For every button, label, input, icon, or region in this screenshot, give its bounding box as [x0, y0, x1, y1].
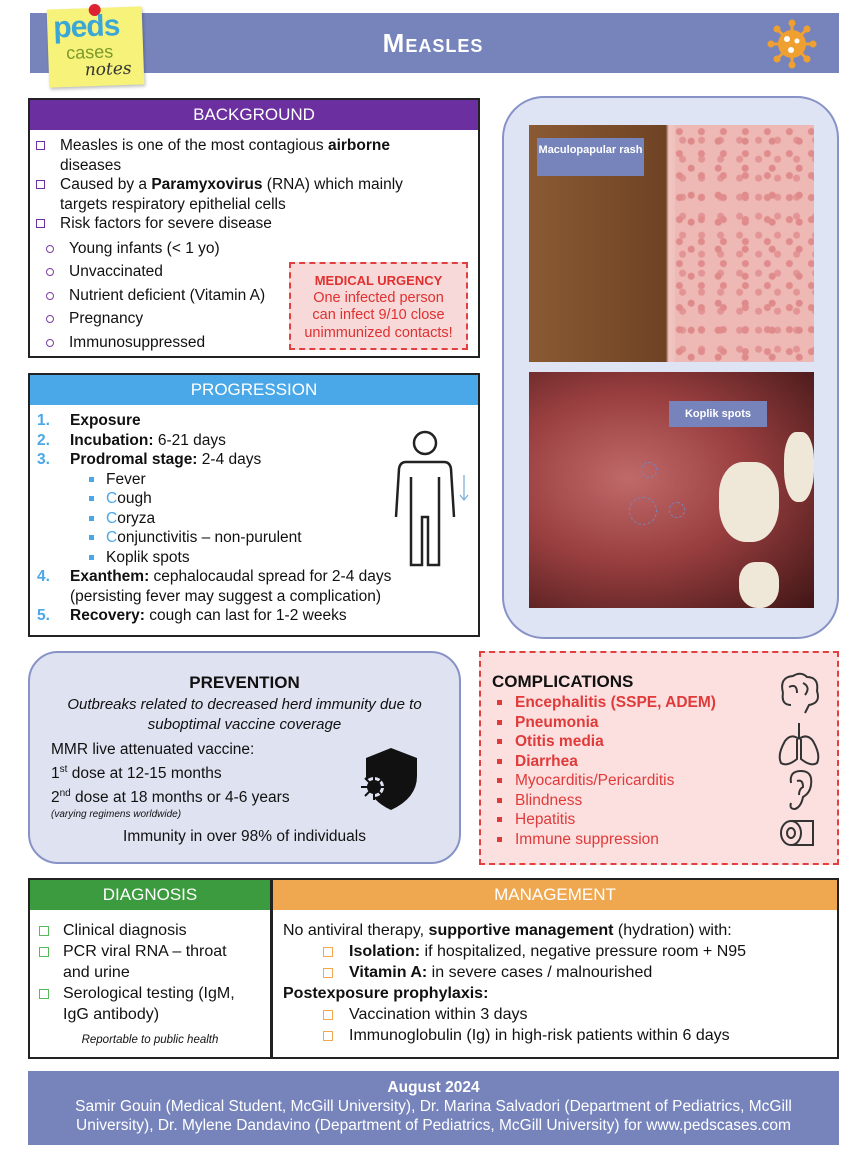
list-item: Otitis media [481, 732, 781, 752]
urgency-title: MEDICAL URGENCY [314, 273, 443, 288]
symptom-item: Fever [30, 470, 478, 490]
tooth [784, 432, 814, 502]
management-content [283, 920, 833, 1046]
ear-icon [791, 771, 812, 809]
background-heading: BACKGROUND [30, 100, 478, 130]
list-item: Caused by a Paramyxovirus (RNA) which mainly targets respiratory epithelial cells [30, 175, 478, 214]
prevention-title: PREVENTION [189, 673, 300, 692]
footer-credits-2: University), Dr. Mylene Dandavino (Department of Pediatrics, McGill University) for www.pedscases.com [76, 1117, 791, 1134]
diagnosis-list [30, 920, 270, 1025]
list-item: Isolation: if hospitalized, negative pressure room + N95 [283, 941, 833, 962]
list-item: Pneumonia [481, 713, 781, 733]
pedscases-logo [47, 6, 145, 87]
list-item: Young infants (< 1 yo) [30, 237, 478, 261]
symptom-item: Koplik spots [30, 548, 478, 568]
list-item: Vitamin A: in severe cases / malnourished [283, 962, 833, 983]
koplik-spot-marker [629, 497, 657, 525]
reportable-note: Reportable to public health [81, 1034, 219, 1046]
person-icon [392, 429, 470, 569]
brain-icon [782, 674, 818, 713]
list-item: 1. Exposure [37, 412, 141, 429]
pep-title: Postexposure prophylaxis: [283, 985, 489, 1002]
list-item: 4. Exanthem: cephalocaudal spread for 2-4 days (persisting fever may suggest a complication) [37, 568, 392, 605]
immunity-text: Immunity in over 98% of individuals [123, 828, 366, 845]
logo-notes: notes [84, 58, 132, 81]
management-section [271, 878, 839, 1059]
complications-title: COMPLICATIONS [492, 672, 634, 691]
diagnosis-heading: DIAGNOSIS [30, 880, 270, 910]
medical-urgency-callout: MEDICAL URGENCY One infected person can infect 9/10 close unimmunized contacts! [289, 262, 468, 350]
lungs-icon [780, 723, 819, 764]
footer-date: August 2024 [387, 1079, 480, 1096]
list-item: Immunoglobulin (Ig) in high-risk patients within 6 days [283, 1025, 833, 1046]
logo-cases: cases [65, 41, 114, 64]
management-heading: MANAGEMENT [273, 880, 837, 910]
list-item: Immune suppression [481, 830, 781, 850]
rash-label: Maculopapular rash [537, 138, 644, 176]
symptom-item: Coryza [30, 509, 478, 529]
koplik-spot-marker [669, 502, 685, 518]
list-item: Immunosuppressed [30, 331, 478, 355]
koplik-spot-marker [641, 462, 657, 478]
organ-icons [775, 671, 823, 851]
list-item: Vaccination within 3 days [283, 1004, 833, 1025]
list-item: Unvaccinated [30, 260, 478, 284]
complications-list [481, 693, 781, 849]
list-item: Risk factors for severe disease [30, 214, 478, 234]
diagnosis-section [28, 878, 272, 1059]
list-item: Nutrient deficient (Vitamin A) [30, 284, 478, 308]
toilet-paper-icon [781, 821, 801, 845]
list-item: 5. Recovery: cough can last for 1-2 weeks [37, 607, 347, 624]
page-title: Measles [382, 28, 484, 58]
management-intro: No antiviral therapy, supportive management (hydration) with: [283, 922, 732, 939]
list-item: Hepatitis [481, 810, 781, 830]
tooth [739, 562, 779, 608]
vaccine-info: MMR live attenuated vaccine: 1st dose at 12-15 months 2nd dose at 18 months or 4-6 years (varying regimens worldwide) [51, 741, 290, 821]
progression-section [28, 373, 480, 637]
list-item: Encephalitis (SSPE, ADEM) [481, 693, 781, 713]
list-item: Blindness [481, 791, 781, 811]
logo-peds: peds [52, 9, 120, 45]
rash-skin-detail [675, 125, 814, 362]
symptom-item: Conjunctivitis – non-purulent [30, 528, 478, 548]
virus-icon [766, 19, 818, 69]
list-item: Serological testing (IgM, IgG antibody) [30, 983, 270, 1025]
list-item: Measles is one of the most contagious airborne diseases [30, 136, 478, 175]
progression-heading: PROGRESSION [30, 375, 478, 405]
tooth [719, 462, 779, 542]
list-item: Diarrhea [481, 752, 781, 772]
list-item: Myocarditis/Pericarditis [481, 771, 781, 791]
regimen-note: (varying regimens worldwide) [51, 809, 182, 821]
prevention-subtitle: Outbreaks related to decreased herd immunity due to suboptimal vaccine coverage [67, 696, 422, 733]
list-item: 3. Prodromal stage: 2-4 days [37, 451, 262, 468]
vaccine-shield-icon [357, 746, 419, 812]
prevention-section [28, 651, 461, 864]
complications-section [479, 651, 839, 865]
list-item: Pregnancy [30, 307, 478, 331]
list-item: 2. Incubation: 6-21 days [37, 431, 226, 449]
list-item: Clinical diagnosis [30, 920, 270, 941]
list-item: PCR viral RNA – throat and urine [30, 941, 270, 983]
footer-credits-1: Samir Gouin (Medical Student, McGill University), Dr. Marina Salvadori (Department of Pediatrics, McGill [75, 1098, 792, 1115]
footer [28, 1071, 839, 1145]
symptom-item: Cough [30, 489, 478, 509]
koplik-label: Koplik spots [669, 401, 767, 427]
